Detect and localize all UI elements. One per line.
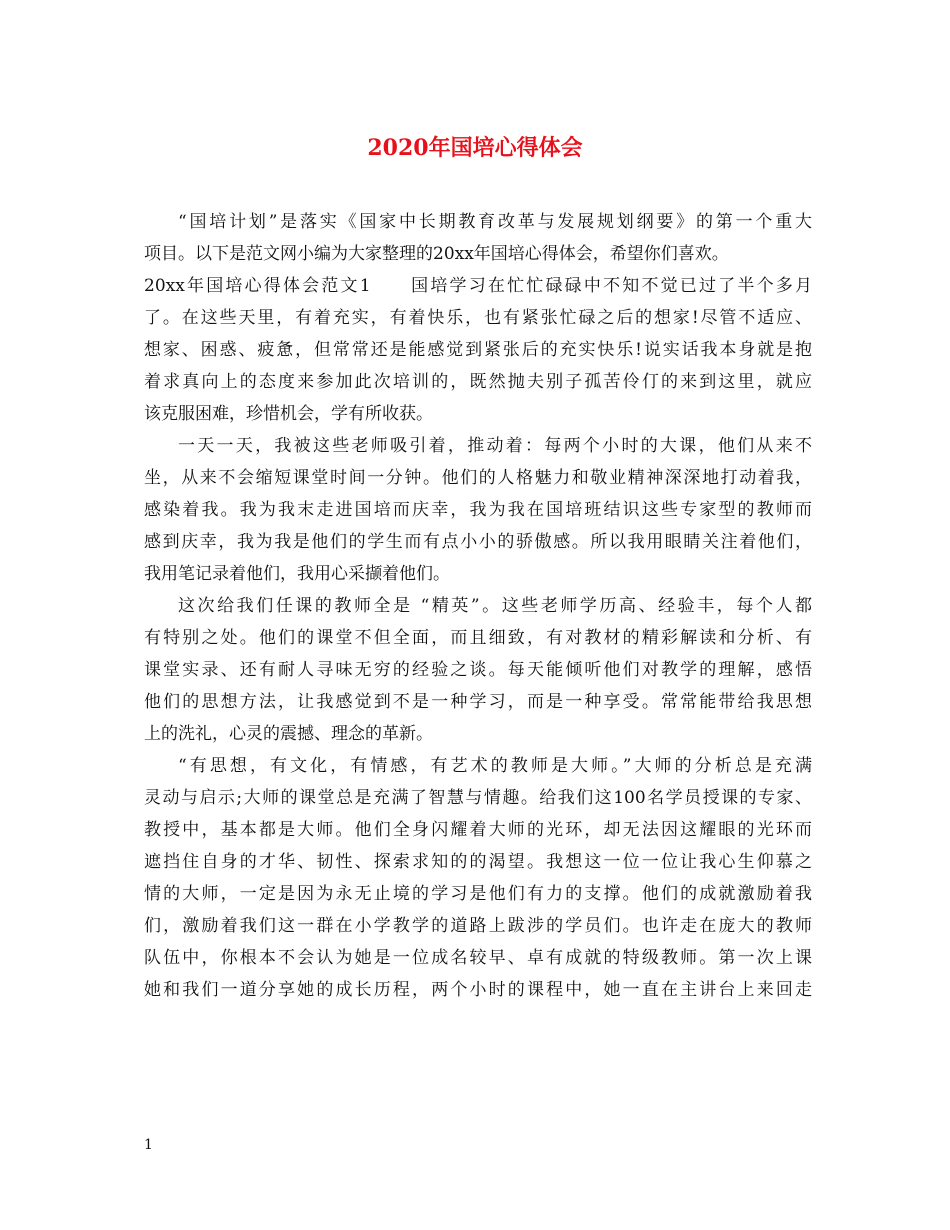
text-line: 教授中，基本都是大师。他们全身闪耀着大师的光环，却无法因这耀眼的光环而: [144, 820, 812, 840]
text-line: 队伍中，你根本不会认为她是一位成名较早、卓有成就的特级教师。第一次上课: [144, 948, 812, 968]
text-line: 她和我们一道分享她的成长历程，两个小时的课程中，她一直在主讲台上来回走: [144, 980, 812, 1000]
document-body: [144, 206, 812, 1006]
document-title: 2020年国培心得体会: [367, 135, 583, 161]
text-line: 一天一天，我被这些老师吸引着，推动着：每两个小时的大课，他们从来不: [178, 436, 812, 456]
text-line: 遮挡住自身的才华、韧性、探索求知的的渴望。我想这一位一位让我心生仰慕之: [144, 852, 812, 872]
text-line: 20xx年国培心得体会范文1 国培学习在忙忙碌碌中不知不觉已过了半个多月: [144, 276, 812, 296]
text-line: 我用笔记录着他们，我用心采撷着他们。: [144, 564, 450, 584]
text-line: 着求真向上的态度来参加此次培训的，既然抛夫别子孤苦伶仃的来到这里，就应: [144, 372, 812, 392]
text-line: 这次给我们任课的教师全是 “精英”。这些老师学历高、经验丰，每个人都: [178, 596, 812, 616]
text-line: 灵动与启示;大师的课堂总是充满了智慧与情趣。给我们这100名学员授课的专家、: [144, 788, 812, 808]
text-line: 了。在这些天里，有着充实，有着快乐，也有紧张忙碌之后的想家!尽管不适应、: [144, 308, 812, 328]
text-line: 想家、困惑、疲惫，但常常还是能感觉到紧张后的充实快乐!说实话我本身就是抱: [144, 340, 812, 360]
text-line: 感到庆幸，我为我是他们的学生而有点小小的骄傲感。所以我用眼睛关注着他们，: [144, 532, 812, 552]
text-line: “国培计划”是落实《国家中长期教育改革与发展规划纲要》的第一个重大: [178, 212, 812, 232]
text-line: 他们的思想方法，让我感觉到不是一种学习，而是一种享受。常常能带给我思想: [144, 692, 812, 712]
text-line: 情的大师，一定是因为永无止境的学习是他们有力的支撑。他们的成就激励着我: [144, 884, 812, 904]
text-line: 该克服困难，珍惜机会，学有所收获。: [144, 404, 433, 424]
text-line: “有思想，有文化，有情感，有艺术的教师是大师。”大师的分析总是充满: [178, 756, 812, 776]
text-line: 课堂实录、还有耐人寻味无穷的经验之谈。每天能倾听他们对教学的理解，感悟: [144, 660, 812, 680]
text-line: 们，激励着我们这一群在小学教学的道路上跋涉的学员们。也许走在庞大的教师: [144, 916, 812, 936]
text-line: 有特别之处。他们的课堂不但全面，而且细致，有对教材的精彩解读和分析、有: [144, 628, 812, 648]
text-line: 上的洗礼，心灵的震撼、理念的革新。: [144, 724, 433, 744]
text-line: 项目。以下是范文网小编为大家整理的20xx年国培心得体会，希望你们喜欢。: [144, 244, 729, 264]
text-line: 感染着我。我为我末走进国培而庆幸，我为我在国培班结识这些专家型的教师而: [144, 500, 812, 520]
page-number: 1: [144, 1137, 153, 1153]
text-line: 坐，从来不会缩短课堂时间一分钟。他们的人格魅力和敬业精神深深地打动着我，: [144, 468, 812, 488]
